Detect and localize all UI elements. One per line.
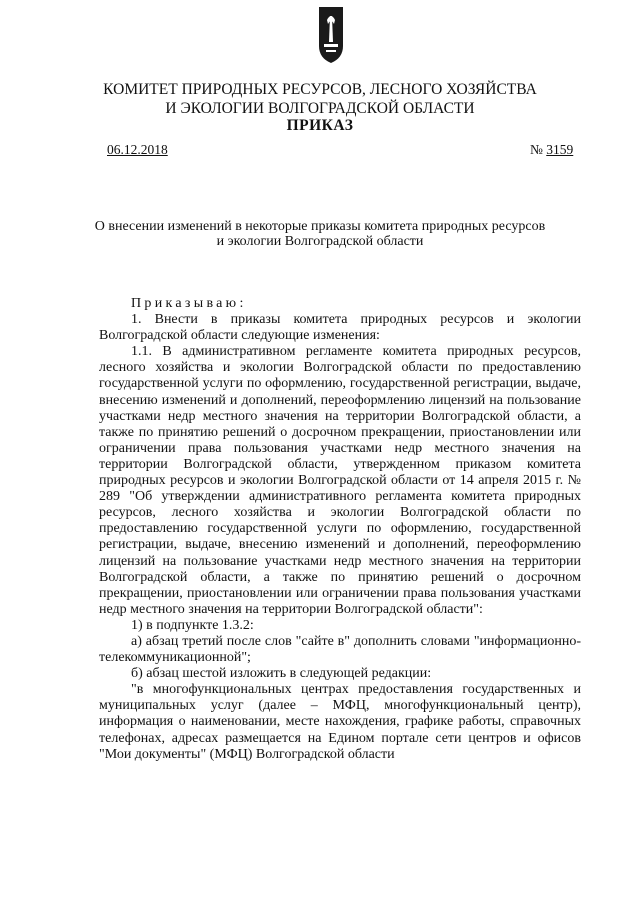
- subitem-1: 1) в подпункте 1.3.2:: [131, 617, 254, 633]
- subitem-a: а) абзац третий после слов "сайте в" дополнить словами "информационно-телекоммуникационной";: [99, 633, 581, 666]
- org-line-1: КОМИТЕТ ПРИРОДНЫХ РЕСУРСОВ, ЛЕСНОГО ХОЗЯЙСТВА: [103, 81, 537, 98]
- organization-name: [0, 80, 640, 118]
- subject-line-1: О внесении изменений в некоторые приказы комитета природных ресурсов: [94, 219, 546, 234]
- number-sign: №: [530, 142, 543, 157]
- document-subject: [0, 219, 640, 249]
- number-value: 3159: [546, 142, 574, 157]
- org-line-2: И ЭКОЛОГИИ ВОЛГОГРАДСКОЙ ОБЛАСТИ: [165, 100, 475, 117]
- quoted-text: "в многофункциональных центрах предоставления государственных и муниципальных услуг (далее – МФЦ, многофункциональный центр), информация о наименовании, месте нахождения, графике работы, справочных телефонах, адресах размещается на Едином портале сети центров и офисов "Мои документы" (МФЦ) Волгоградской области: [99, 682, 581, 762]
- document-date: 06.12.2018: [107, 142, 168, 157]
- subject-line-2: и экологии Волгоградской области: [216, 234, 424, 249]
- document-body: [99, 296, 581, 763]
- coat-of-arms-icon: [318, 6, 344, 64]
- document-type: ПРИКАЗ: [286, 117, 354, 134]
- order-word: Приказываю:: [131, 296, 247, 311]
- paragraph-1-1: 1.1. В административном регламенте комитета природных ресурсов, лесного хозяйства и экологии Волгоградской области по предоставлению государственной услуги по оформлению, государственной регистрации, выдаче, внесению изменений и дополнений, переоформлению лицензий на пользование участками недр местного значения на территории Волгоградской области, а также по принятию решений о досрочном прекращении, приостановлении или ограничении права пользования участками недр местного значения на территории Волгоградской области, утвержденном приказом комитета природных ресурсов и экологии Волгоградской области от 14 апреля 2015 г. № 289 "Об утверждении административного регламента комитета природных ресурсов, лесного хозяйства и экологии Волгоградской области по предоставлению государственной услуги по оформлению, государственной регистрации, выдаче, внесению изменений и дополнений, переоформлению лицензий на пользование участками недр местного значения на территории Волгоградской области, а также по принятию решений о досрочном прекращении, приостановлении или ограничении права пользования участками недр местного значения на территории Волгоградской области":: [99, 344, 581, 617]
- paragraph-1: 1. Внести в приказы комитета природных ресурсов и экологии Волгоградской области следующие изменения:: [99, 312, 581, 344]
- subitem-b: б) абзац шестой изложить в следующей редакции:: [131, 666, 432, 682]
- document-number: [530, 142, 573, 158]
